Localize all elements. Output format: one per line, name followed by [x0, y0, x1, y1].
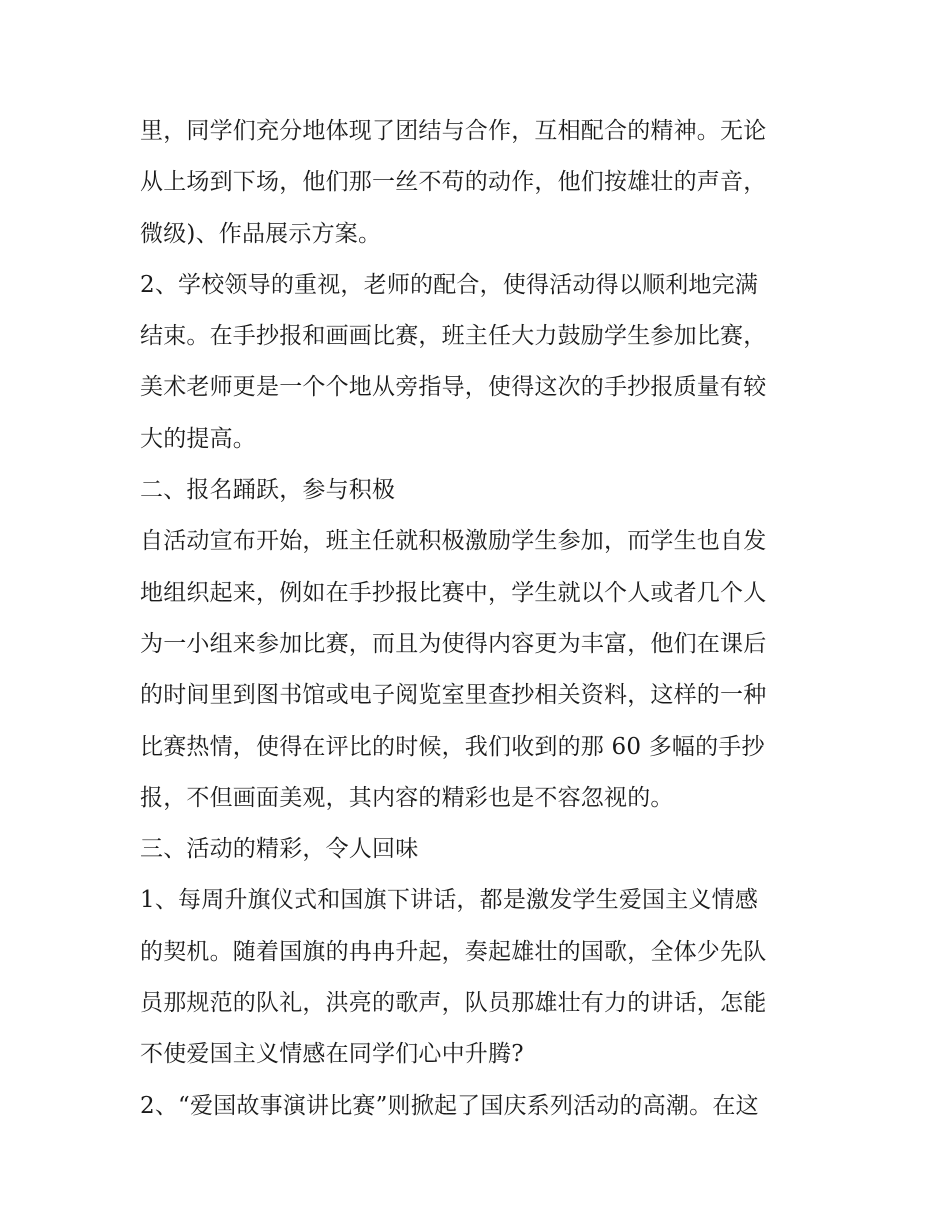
text-line-7: 大的提高。: [140, 425, 256, 452]
document-body: [140, 106, 820, 1132]
text-line-2: 从上场到下场，他们那一丝不苟的动作，他们按雄壮的声音，: [140, 169, 767, 196]
text-line-10: 地组织起来，例如在手抄报比赛中，学生就以个人或者几个人: [140, 579, 767, 606]
text-line-12: 的时间里到图书馆或电子阅览室里查抄相关资料，这样的一种: [140, 682, 767, 709]
text-line-19: 不使爱国主义情感在同学们心中升腾?: [140, 1041, 524, 1068]
text-line-11: 为一小组来参加比赛，而且为使得内容更为丰富，他们在课后: [140, 630, 767, 657]
text-line-3: 微级)、作品展示方案。: [140, 220, 382, 247]
text-line-4: 2、学校领导的重视，老师的配合，使得活动得以顺利地完满: [140, 271, 759, 298]
text-line-17: 的契机。随着国旗的冉冉升起，奏起雄壮的国歌，全体少先队: [140, 938, 767, 965]
text-line-5: 结束。在手抄报和画画比赛，班主任大力鼓励学生参加比赛，: [140, 323, 767, 350]
text-line-9: 自活动宣布开始，班主任就积极激励学生参加，而学生也自发: [140, 528, 767, 555]
text-line-14: 报，不但画面美观，其内容的精彩也是不容忽视的。: [140, 784, 674, 811]
text-line-18: 员那规范的队礼，洪亮的歌声，队员那雄壮有力的讲话，怎能: [140, 990, 767, 1017]
text-line-6: 美术老师更是一个个地从旁指导，使得这次的手抄报质量有较: [140, 374, 767, 401]
text-line-1: 里，同学们充分地体现了团结与合作，互相配合的精神。无论: [140, 118, 767, 144]
text-line-20: 2、“爱国故事演讲比赛”则掀起了国庆系列活动的高潮。在这: [140, 1092, 759, 1119]
section-heading-3: 三、活动的精彩，令人回味: [140, 836, 419, 863]
section-heading-2: 二、报名踊跃，参与积极: [140, 477, 396, 504]
text-line-16: 1、每周升旗仪式和国旗下讲话，都是激发学生爱国主义情感: [140, 887, 759, 914]
text-line-13: 比赛热情，使得在评比的时候，我们收到的那 60 多幅的手抄: [140, 733, 765, 760]
